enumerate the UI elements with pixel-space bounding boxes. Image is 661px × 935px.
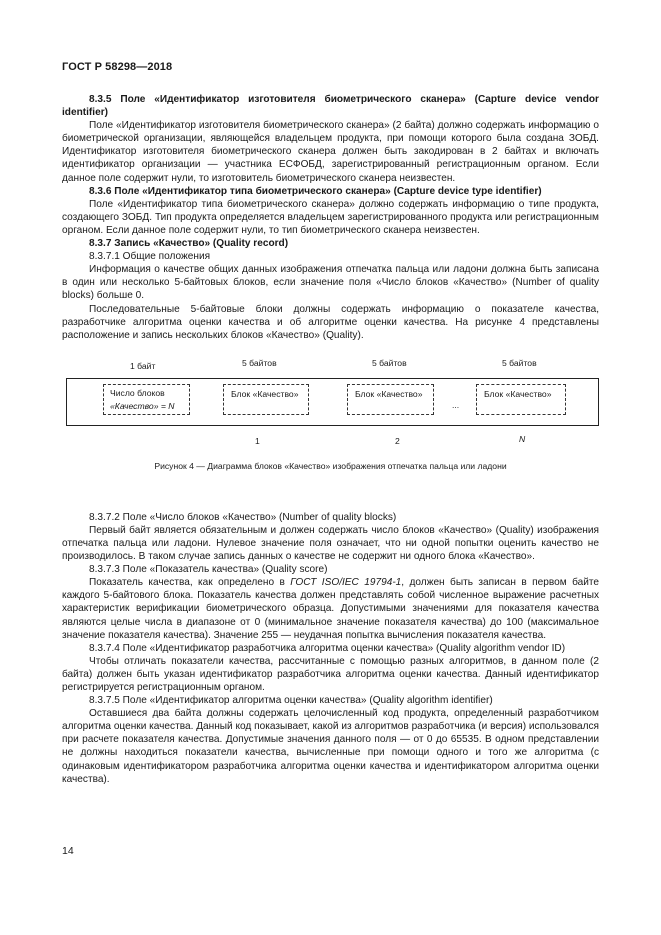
quality-score-text-b: , должен быть записан в первом байте каждого 5-байтового блока. Показатель качества должен представлять собой численное выражение расчетных характеристик верификации биометрического образца. Допустимыми значениями для показателя качества являются целые числа в диапазоне от 0 (минимальное значение показателя качества) до 100 (максимальное значение показателя качества). Значение 255 — неудачная попытка вычисления показателя качества.	[62, 577, 599, 641]
quality-block-n-label: Блок «Качество»	[484, 388, 552, 399]
section-8-3-7-5-title: 8.3.7.5 Поле «Идентификатор алгоритма оценки качества» (Quality algorithm identifier)	[89, 695, 493, 707]
section-8-3-5-text: Поле «Идентификатор изготовителя биометрического сканера» (2 байта) должно содержать информацию о биометрической организации, являющейся владельцем продукта, при помощи которого была создана ЗОБД. Идентификатор изготовителя биометрического сканера должен быть закодирован в 2 байтах и включать идентификатор организации — участника ЕСФОБД, зарегистрированный регистрационным органом. Если данное поле содержит нули, то изготовитель биометрического сканера неизвестен.	[62, 120, 599, 184]
section-8-3-7-2-text: Первый байт является обязательным и должен содержать число блоков «Качество» (Quality) изображения отпечатка пальца или ладони. Нулевое значение поля означает, что ни одной попытки оценить качество не производилось. В таком случае запись данных о качестве не содержит ни одного блока «Качество».	[62, 524, 599, 563]
top-label-2: 5 байтов	[242, 357, 277, 368]
top-label-4: 5 байтов	[502, 357, 537, 368]
quality-block-n	[476, 384, 566, 415]
section-8-3-7-2-title: 8.3.7.2 Поле «Число блоков «Качество» (Number of quality blocks)	[89, 511, 397, 523]
section-8-3-6-text: Поле «Идентификатор типа биометрического сканера» должно содержать информацию о типе продукта, создающего ЗОБД. Тип продукта определяется владельцем зарегистрированного продукта или регистрационным органом. Если данное поле содержит нули, то тип биометрического сканера неизвестен.	[62, 198, 599, 236]
figure-caption: Рисунок 4 — Диаграмма блоков «Качество» изображения отпечатка пальца или ладони	[154, 460, 507, 471]
bottom-label-2: 2	[395, 435, 400, 446]
quality-score-text-a: Показатель качества, как определено в	[89, 577, 291, 589]
number-of-blocks-label: Число блоков	[110, 387, 165, 398]
top-label-3: 5 байтов	[372, 357, 407, 368]
figure-4-diagram	[62, 349, 599, 505]
quality-block-2	[347, 384, 434, 415]
number-of-blocks-value: «Качество» = N	[110, 400, 175, 411]
section-8-3-7-4-title: 8.3.7.4 Поле «Идентификатор разработчика алгоритма оценки качества» (Quality algorithm vendor ID)	[89, 642, 566, 654]
section-8-3-7-1-para2: Последовательные 5-байтовые блоки должны содержать информацию о показателе качества, разработчике алгоритма оценки качества и об алгоритме оценки качества. На рисунке 4 представлены расположение и запись нескольких блоков «Качество» (Quality).	[62, 303, 599, 341]
top-label-1: 1 байт	[130, 360, 156, 371]
quality-block-1	[223, 384, 309, 415]
number-of-blocks-box	[103, 384, 190, 415]
section-8-3-7-1-para1: Информация о качестве общих данных изображения отпечатка пальца или ладони должна быть записана в один или несколько 5-байтовых блоков, если значение поля «Число блоков «Качество» (Number of quality blocks) больше 0.	[62, 264, 599, 302]
document-body	[62, 93, 599, 786]
bottom-label-n: N	[519, 433, 526, 444]
standard-reference: ГОСТ ISO/IEC 19794-1	[290, 577, 402, 589]
section-8-3-7-3-text	[62, 576, 599, 641]
quality-block-2-label: Блок «Качество»	[355, 388, 423, 399]
blocks-ellipsis: ...	[452, 399, 460, 410]
section-8-3-7-title: 8.3.7 Запись «Качество» (Quality record)	[89, 238, 289, 250]
section-8-3-7-4-text: Чтобы отличать показатели качества, рассчитанные с помощью разных алгоритмов, в данном поле (2 байта) должен быть указан идентификатор разработчика алгоритма оценки качества. Данный идентификатор регистрируется регистрационным органом.	[62, 655, 599, 693]
document-header: ГОСТ Р 58298—2018	[62, 61, 173, 73]
section-8-3-7-3-title: 8.3.7.3 Поле «Показатель качества» (Quality score)	[89, 564, 328, 576]
section-8-3-7-1-title: 8.3.7.1 Общие положения	[89, 251, 211, 263]
page-number: 14	[62, 845, 74, 857]
section-8-3-5-title: 8.3.5 Поле «Идентификатор изготовителя биометрического сканера» (Capture device vendor identifier)	[62, 94, 599, 119]
quality-block-1-label: Блок «Качество»	[231, 388, 299, 399]
section-8-3-6-title: 8.3.6 Поле «Идентификатор типа биометрического сканера» (Capture device type identifier)	[89, 185, 542, 197]
bottom-label-1: 1	[255, 435, 260, 446]
section-8-3-7-5-text: Оставшиеся два байта должны содержать целочисленный код продукта, определенный разработчиком алгоритма оценки качества. Данный код показывает, какой из алгоритмов разработчика (и версия) использовался при расчете показателя качества. Допустимые значения данного поля — от 0 до 65535. В одном представлении не должны находиться показатели качества, вычисленные при помощи одного и того же алгоритма (с одинаковым идентификатором разработчика алгоритма оценки качества и идентификатором алгоритма оценки качества).	[62, 708, 599, 785]
